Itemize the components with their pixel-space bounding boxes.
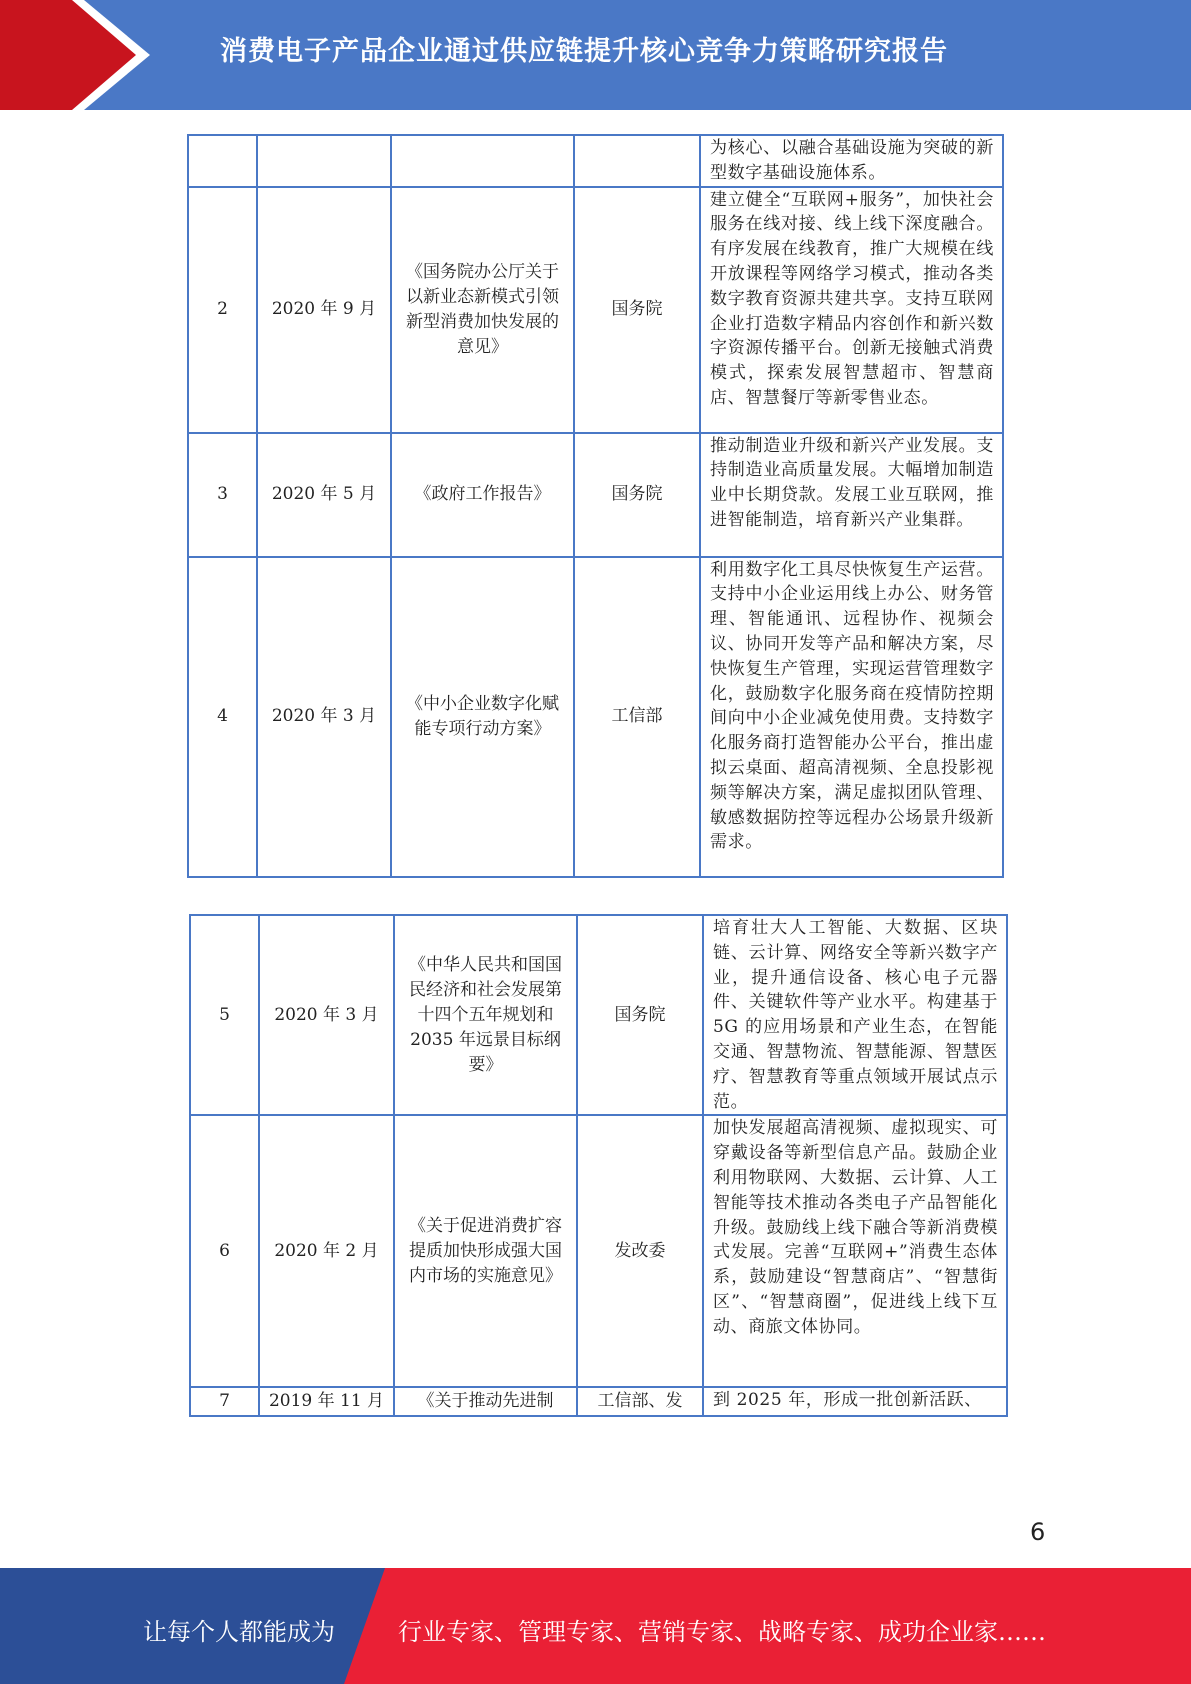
document-title: 《中小企业数字化赋能专项行动方案》	[391, 557, 574, 877]
issue-date	[257, 135, 391, 187]
issuing-authority	[574, 135, 700, 187]
issuing-authority: 国务院	[574, 187, 700, 433]
issue-date: 2020 年 2 月	[259, 1115, 394, 1387]
issuing-authority: 工信部、发	[577, 1387, 703, 1416]
page-number: 6	[1030, 1518, 1046, 1546]
page-footer	[0, 1568, 1191, 1684]
policy-content: 培育壮大人工智能、大数据、区块链、云计算、网络安全等新兴数字产业，提升通信设备、核心电子元器件、关键软件等产业水平。构建基于 5G 的应用场景和产业生态，在智能交通、智慧物流、智慧能源、智慧医疗、智慧教育等重点领域开展试点示范。	[703, 915, 1007, 1115]
page-header	[0, 0, 1191, 110]
policy-content: 推动制造业升级和新兴产业发展。支持制造业高质量发展。大幅增加制造业中长期贷款。发展工业互联网，推进智能制造，培育新兴产业集群。	[700, 433, 1003, 557]
issue-date: 2020 年 3 月	[257, 557, 391, 877]
table-row	[188, 135, 1003, 187]
issue-date: 2020 年 3 月	[259, 915, 394, 1115]
policy-table-part-1	[187, 134, 1004, 878]
policy-content: 加快发展超高清视频、虚拟现实、可穿戴设备等新型信息产品。鼓励企业利用物联网、大数据、云计算、人工智能等技术推动各类电子产品智能化升级。鼓励线上线下融合等新消费模式发展。完善“互联网+”消费生态体系，鼓励建设“智慧商店”、“智慧街区”、“智慧商圈”，促进线上线下互动、商旅文体协同。	[703, 1115, 1007, 1387]
footer-slogan-right: 行业专家、管理专家、营销专家、战略专家、成功企业家……	[398, 1618, 1046, 1646]
table-row	[190, 915, 1007, 1115]
table-row	[190, 1387, 1007, 1416]
issuing-authority: 发改委	[577, 1115, 703, 1387]
issuing-authority: 国务院	[577, 915, 703, 1115]
document-title: 《关于推动先进制	[394, 1387, 577, 1416]
table-row	[188, 433, 1003, 557]
document-title: 《关于促进消费扩容提质加快形成强大国内市场的实施意见》	[394, 1115, 577, 1387]
report-title: 消费电子产品企业通过供应链提升核心竞争力策略研究报告	[220, 36, 948, 67]
header-chevron-icon	[0, 0, 136, 110]
document-title	[391, 135, 574, 187]
table-row	[188, 187, 1003, 433]
row-number	[188, 135, 257, 187]
row-number: 2	[188, 187, 257, 433]
policy-content: 建立健全“互联网+服务”，加快社会服务在线对接、线上线下深度融合。有序发展在线教育，推广大规模在线开放课程等网络学习模式，推动各类数字教育资源共建共享。支持互联网企业打造数字精品内容创作和新兴数字资源传播平台。创新无接触式消费模式，探索发展智慧超市、智慧商店、智慧餐厅等新零售业态。	[700, 187, 1003, 433]
issue-date: 2019 年 11 月	[259, 1387, 394, 1416]
issuing-authority: 工信部	[574, 557, 700, 877]
issue-date: 2020 年 9 月	[257, 187, 391, 433]
policy-table-part-2	[189, 914, 1008, 1417]
document-title: 《国务院办公厅关于以新业态新模式引领新型消费加快发展的意见》	[391, 187, 574, 433]
table-row	[190, 1115, 1007, 1387]
policy-content: 为核心、以融合基础设施为突破的新型数字基础设施体系。	[700, 135, 1003, 187]
issuing-authority: 国务院	[574, 433, 700, 557]
row-number: 5	[190, 915, 259, 1115]
policy-content: 利用数字化工具尽快恢复生产运营。支持中小企业运用线上办公、财务管理、智能通讯、远程协作、视频会议、协同开发等产品和解决方案，尽快恢复生产管理，实现运营管理数字化，鼓励数字化服务商在疫情防控期间向中小企业减免使用费。支持数字化服务商打造智能办公平台，推出虚拟云桌面、超高清视频、全息投影视频等解决方案，满足虚拟团队管理、敏感数据防控等远程办公场景升级新需求。	[700, 557, 1003, 877]
table-row	[188, 557, 1003, 877]
row-number: 7	[190, 1387, 259, 1416]
document-title: 《中华人民共和国国民经济和社会发展第十四个五年规划和 2035 年远景目标纲要》	[394, 915, 577, 1115]
row-number: 4	[188, 557, 257, 877]
policy-content: 到 2025 年，形成一批创新活跃、	[703, 1387, 1007, 1416]
document-title: 《政府工作报告》	[391, 433, 574, 557]
issue-date: 2020 年 5 月	[257, 433, 391, 557]
row-number: 3	[188, 433, 257, 557]
footer-slogan-left: 让每个人都能成为	[143, 1618, 335, 1646]
row-number: 6	[190, 1115, 259, 1387]
